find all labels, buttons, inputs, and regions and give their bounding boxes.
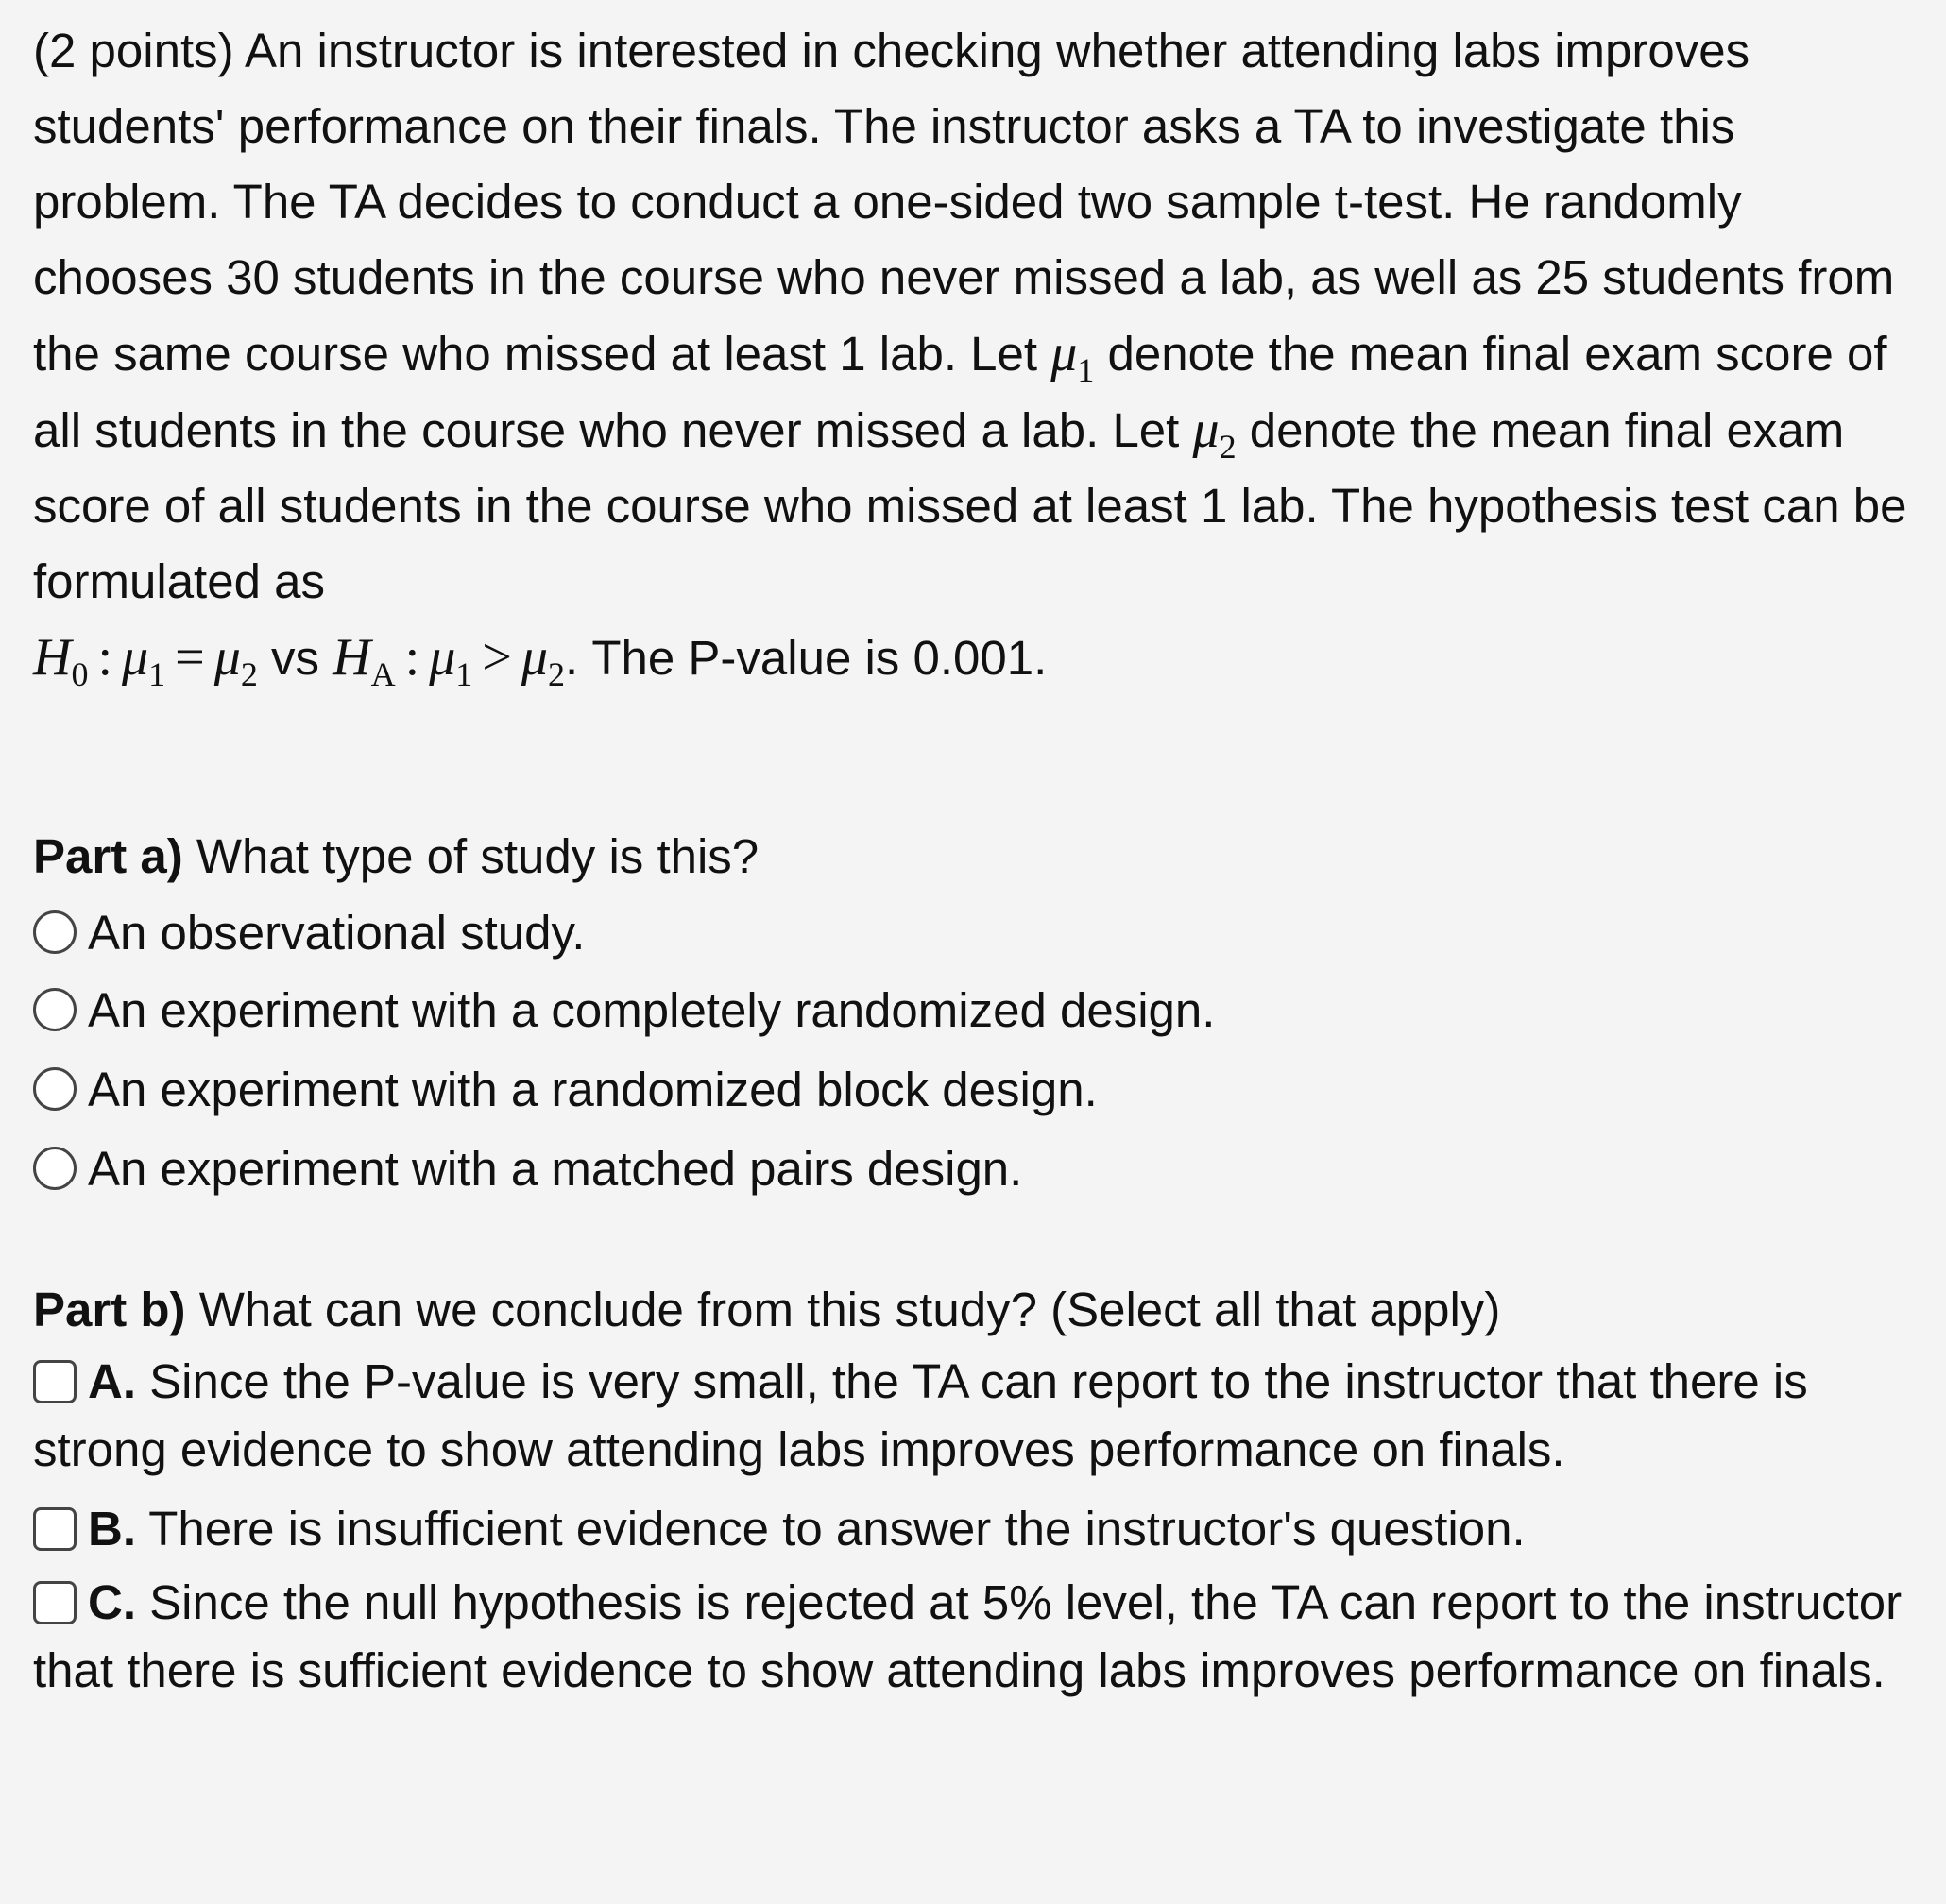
question-mu2-definition: denote the mean final exam score of all students in the course who missed at least 1 lab. The hypothesis test can be formulated as [33,403,1907,608]
checkbox[interactable] [33,1507,77,1551]
null-hypothesis: $H_0$ : $\mu_1 = \mu_2$ [33,628,258,693]
part-a-prompt: What type of study is this? [182,829,760,883]
radio-button[interactable] [33,910,77,954]
option-label: An experiment with a completely randomized design. [88,982,1216,1037]
part-b-option-c[interactable] [33,1569,1908,1705]
option-label: An observational study. [88,905,586,960]
checkbox[interactable] [33,1360,77,1403]
part-b-label: Part b) [33,1283,186,1336]
alternative-hypothesis: $H_A$ : $\mu_1 > \mu_2$ [333,628,565,693]
part-b-heading [33,1272,1908,1348]
radio-button[interactable] [33,1067,77,1111]
part-a-option-completely-randomized[interactable] [33,970,1908,1049]
part-b-option-b[interactable] [33,1495,1908,1563]
option-letter: A. [88,1354,136,1408]
option-label: An experiment with a matched pairs design. [88,1141,1023,1196]
option-text: Since the P-value is very small, the TA can report to the instructor that there is strong evidence to show attending labs improves performance on finals. [33,1354,1808,1476]
part-a-option-matched-pairs[interactable] [33,1129,1908,1208]
checkbox[interactable] [33,1581,77,1624]
question-mu1-definition: denote the mean final exam score of all students in the course who never missed a lab. Let [33,327,1887,457]
mu1-symbol: $\mu_1$ [1050,324,1095,389]
vs-text: vs [271,631,319,685]
question-intro: (2 points) An instructor is interested in checking whether attending labs improves students' performance on their finals. The instructor asks a TA to investigate this problem. The TA decides to conduct a one-sided two sample t-test. He randomly chooses 30 students in the course who never missed a lab, as well as 25 students from the same course who missed at least 1 lab. Let [33,24,1895,381]
part-b-options [33,1348,1908,1705]
option-letter: C. [88,1575,136,1629]
option-text: There is insufficient evidence to answer the instructor's question. [136,1502,1526,1556]
radio-button[interactable] [33,1147,77,1190]
option-label: An experiment with a randomized block design. [88,1062,1098,1116]
part-b-prompt: What can we conclude from this study? (Select all that apply) [185,1283,1501,1336]
p-value-text: . The P-value is 0.001. [565,631,1048,685]
part-b-option-a[interactable] [33,1348,1908,1484]
part-a-option-randomized-block[interactable] [33,1049,1908,1129]
part-a-option-observational[interactable] [33,894,1908,970]
option-text: Since the null hypothesis is rejected at 5% level, the TA can report to the instructor that there is sufficient evidence to show attending labs improves performance on finals. [33,1575,1903,1697]
part-a-options [33,894,1908,1208]
mu2-symbol: $\mu_2$ [1192,400,1237,466]
part-a-label: Part a) [33,829,183,883]
part-a-heading [33,819,1908,894]
radio-button[interactable] [33,988,77,1031]
question-text [33,13,1908,696]
option-letter: B. [88,1502,136,1556]
